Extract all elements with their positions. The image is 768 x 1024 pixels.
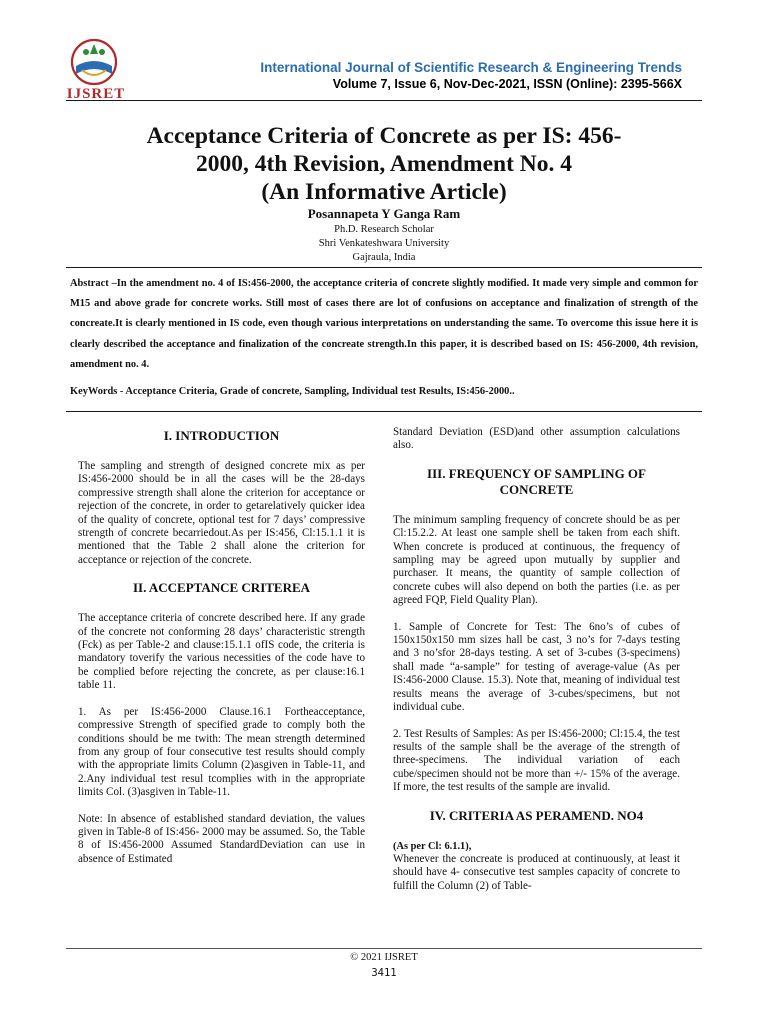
affiliation-line: Shri Venkateshwara University bbox=[318, 238, 450, 249]
journal-header bbox=[260, 60, 682, 92]
footer-copyright: © 2021 IJSRET bbox=[350, 952, 418, 963]
subheading: (As per Cl: 6.1.1), bbox=[393, 840, 472, 852]
section-heading-introduction: I. INTRODUCTION bbox=[163, 428, 280, 443]
title-line: 2000, 4th Revision, Amendment No. 4 bbox=[195, 151, 572, 177]
journal-name: International Journal of Scientific Research & Engineering Trends bbox=[260, 60, 682, 75]
logo-text: IJSRET bbox=[66, 86, 126, 102]
header-rule bbox=[66, 100, 702, 101]
title-line: Acceptance Criteria of Concrete as per IS: 456- bbox=[146, 123, 622, 149]
paragraph: Whenever the concreate is produced at continuously, at least it should have 4- consecutive test samples capacity of concrete to fulfill the Column (2) of Table- bbox=[393, 852, 680, 892]
section-heading-criteria: IV. CRITERIA AS PERAMEND. NO4 bbox=[429, 807, 644, 823]
paragraph: The acceptance criteria of concrete described here. If any grade of the concrete not conforming 28 days’ characteristic strength (Fck) as per Table-2 and clause:15.1.1 ofIS code, the criteria is mandatory toverify the various necessities of the code have to be complied before rejecting the concrete, as per clause:16.1 table 11. bbox=[78, 612, 365, 692]
abstract: Abstract –In the amendment no. 4 of IS:456-2000, the acceptance criteria of concrete slightly modified. It made very simple and common for M15 and above grade for concrete works. Still most of cases there are lot of confusions on acceptance and finalization of strength of the concreate.It is clearly mentioned in IS code, even though various interpretations on understanding the same. To overcome this issue here it is clearly described the acceptance and finalization of the concreate strength.In this paper, it is described based on IS: 456-2000, 4th revision, amendment no. 4. bbox=[70, 278, 698, 370]
paragraph: The minimum sampling frequency of concrete should be as per Cl:15.2.2. At least one sample shell be taken from each shift. When concrete is produced at continuous, the frequency of sampling may be agreed upon mutually by supplier and purchaser. It means, the quantity of sample collection of concrete cubes will also depend on both the parties (i.e. as per agreed FQP, Field Quality Plan). bbox=[393, 513, 680, 607]
section-heading-acceptance: II. ACCEPTANCE CRITEREA bbox=[132, 580, 311, 596]
paper-title bbox=[66, 122, 702, 206]
abstract-rule bbox=[66, 267, 702, 268]
author-affiliation bbox=[66, 223, 702, 265]
keywords: KeyWords - Acceptance Criteria, Grade of concrete, Sampling, Individual test Results, IS:456-2000.. bbox=[70, 386, 515, 397]
footer-rule bbox=[66, 948, 702, 949]
right-column bbox=[393, 426, 680, 906]
paragraph: The sampling and strength of designed concrete mix as per IS:456-2000 should be in all the cases will be the 28-days compressive strength shall alone the criterion for acceptance or rejection of the concrete, in order to getarelatively quicker idea of the quality of concrete, optional test for 7 days’ compressive strength of concrete becarriedout.As per IS:456, Cl:15.1.1 it is mentioned that the Table 2 shall alone the criterion for acceptance or rejection of the concrete. bbox=[78, 460, 365, 566]
left-column bbox=[78, 428, 365, 879]
paragraph: Standard Deviation (ESD)and other assumption calculations also. bbox=[393, 426, 680, 452]
affiliation-line: Ph.D. Research Scholar bbox=[334, 224, 434, 235]
paragraph: 2. Test Results of Samples: As per IS:456-2000; Cl:15.4, the test results of the sample shall be the average of the strength of three-specimens. The individual variation of each cube/specimen should not be more than +/- 15% of the average. If more, the test results of the sample are invalid. bbox=[393, 727, 680, 794]
author-name: Posannapeta Y Ganga Ram bbox=[307, 206, 461, 221]
journal-volume: Volume 7, Issue 6, Nov-Dec-2021, ISSN (Online): 2395-566X bbox=[332, 77, 682, 91]
paragraph: 1. Sample of Concrete for Test: The 6no’s of cubes of 150x150x150 mm sizes hall be cast, 3 no’s for 7-days testing and 3 no’sfor 28-days testing. A set of 3-cubes (3-specimens) shall made “a-sample” for testing of average-value (As per IS:456-2000 Clause. 15.3). Note that, meaning of individual test results means the average of 3-cubes/specimens, but not individual cube. bbox=[393, 620, 680, 714]
page-number: 3411 bbox=[371, 967, 397, 979]
paragraph: 1. As per IS:456-2000 Clause.16.1 Fortheacceptance, compressive Strength of specified grade to comply both the conditions should be me twith: The mean strength determined from any group of four consecutive test results should comply with the appropriate limits Column (2)asgiven in Table-11, and 2.Any individual test resul tcomplies with in the appropriate limits Col. (3)asgiven in Table-11. bbox=[78, 705, 365, 799]
paragraph: Note: In absence of established standard deviation, the values given in Table-8 of IS:456- 2000 may be assumed. So, the Table 8 of IS:456-2000 Assumed StandardDeviation can use in absence of Estimated bbox=[78, 812, 365, 865]
title-line: (An Informative Article) bbox=[261, 179, 507, 205]
keywords-rule bbox=[66, 411, 702, 412]
section-heading-frequency: III. FREQUENCY OF SAMPLING OF CONCRETE bbox=[427, 465, 646, 497]
affiliation-line: Gajraula, India bbox=[352, 252, 416, 263]
